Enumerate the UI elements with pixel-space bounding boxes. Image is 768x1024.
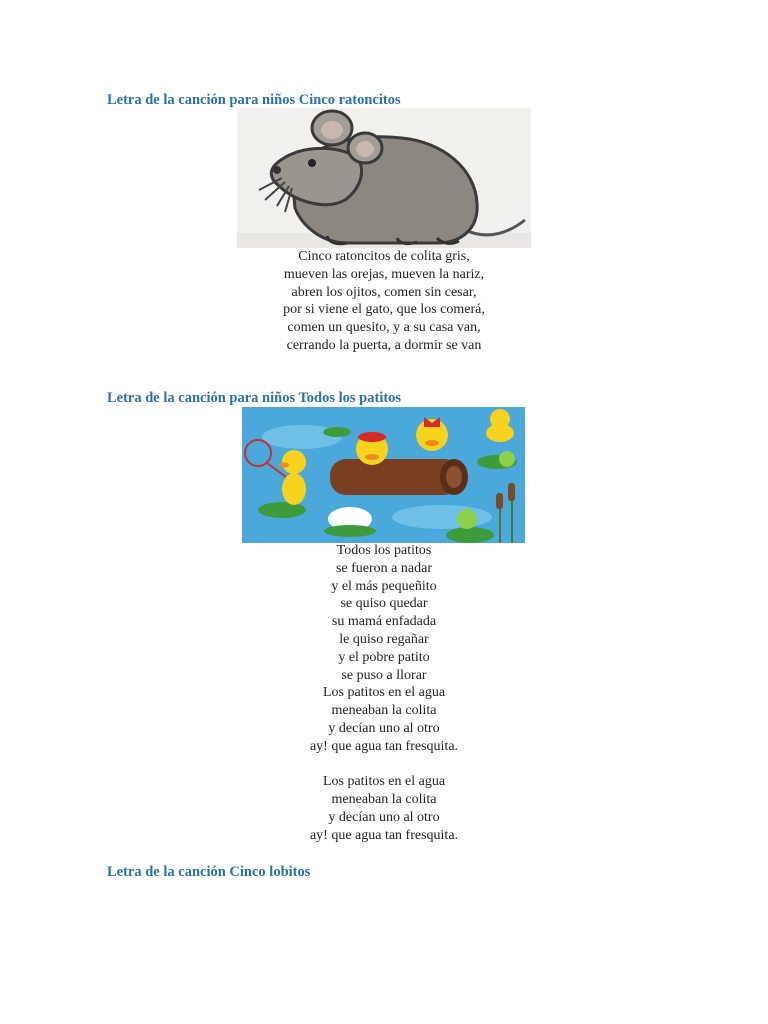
- lyric-line: se puso a llorar: [341, 667, 427, 683]
- lyric-line: mueven las orejas, mueven la nariz,: [283, 266, 485, 282]
- lyric-line: Cinco ratoncitos de colita gris,: [298, 249, 470, 264]
- lyric-line: su mamá enfadada: [331, 614, 437, 630]
- stanza-gap: [184, 756, 584, 774]
- lyric-line: ay! que agua tan fresquita.: [309, 738, 459, 754]
- lyric-line: Los patitos en el agua: [322, 774, 446, 790]
- lyric-line: por si viene el gato, que los comerá,: [283, 302, 485, 318]
- lyrics-todos-los-patitos: [184, 542, 584, 845]
- lyric-line: le quiso regañar: [339, 631, 429, 647]
- heading-cinco-lobitos: Letra de la canción Cinco lobitos: [107, 864, 311, 880]
- lyric-line: comen un quesito, y a su casa van,: [287, 320, 481, 336]
- lyric-line: Todos los patitos: [336, 543, 432, 558]
- lyric-line: abren los ojitos, comen sin cesar,: [291, 284, 477, 300]
- heading-todos-los-patitos: Letra de la canción para niños Todos los patitos: [107, 390, 402, 406]
- lyric-line: cerrando la puerta, a dormir se van: [286, 337, 482, 353]
- lyric-line: y el más pequeñito: [331, 578, 437, 594]
- lyric-line: Los patitos en el agua: [322, 685, 446, 701]
- lyric-line: y el pobre patito: [338, 649, 430, 665]
- lyric-line: y decían uno al otro: [328, 720, 440, 736]
- lyric-line: se fueron a nadar: [335, 560, 432, 576]
- mouse-illustration: [237, 108, 531, 248]
- lyric-line: y decían uno al otro: [328, 809, 440, 825]
- lyric-line: ay! que agua tan fresquita.: [309, 827, 459, 843]
- ducklings-pond-illustration: [242, 407, 525, 543]
- lyrics-cinco-ratoncitos: [184, 248, 584, 355]
- heading-cinco-ratoncitos: Letra de la canción para niños Cinco ratoncitos: [107, 92, 401, 108]
- lyric-line: se quiso quedar: [340, 596, 428, 612]
- lyric-line: meneaban la colita: [331, 703, 437, 719]
- lyric-line: meneaban la colita: [331, 792, 437, 808]
